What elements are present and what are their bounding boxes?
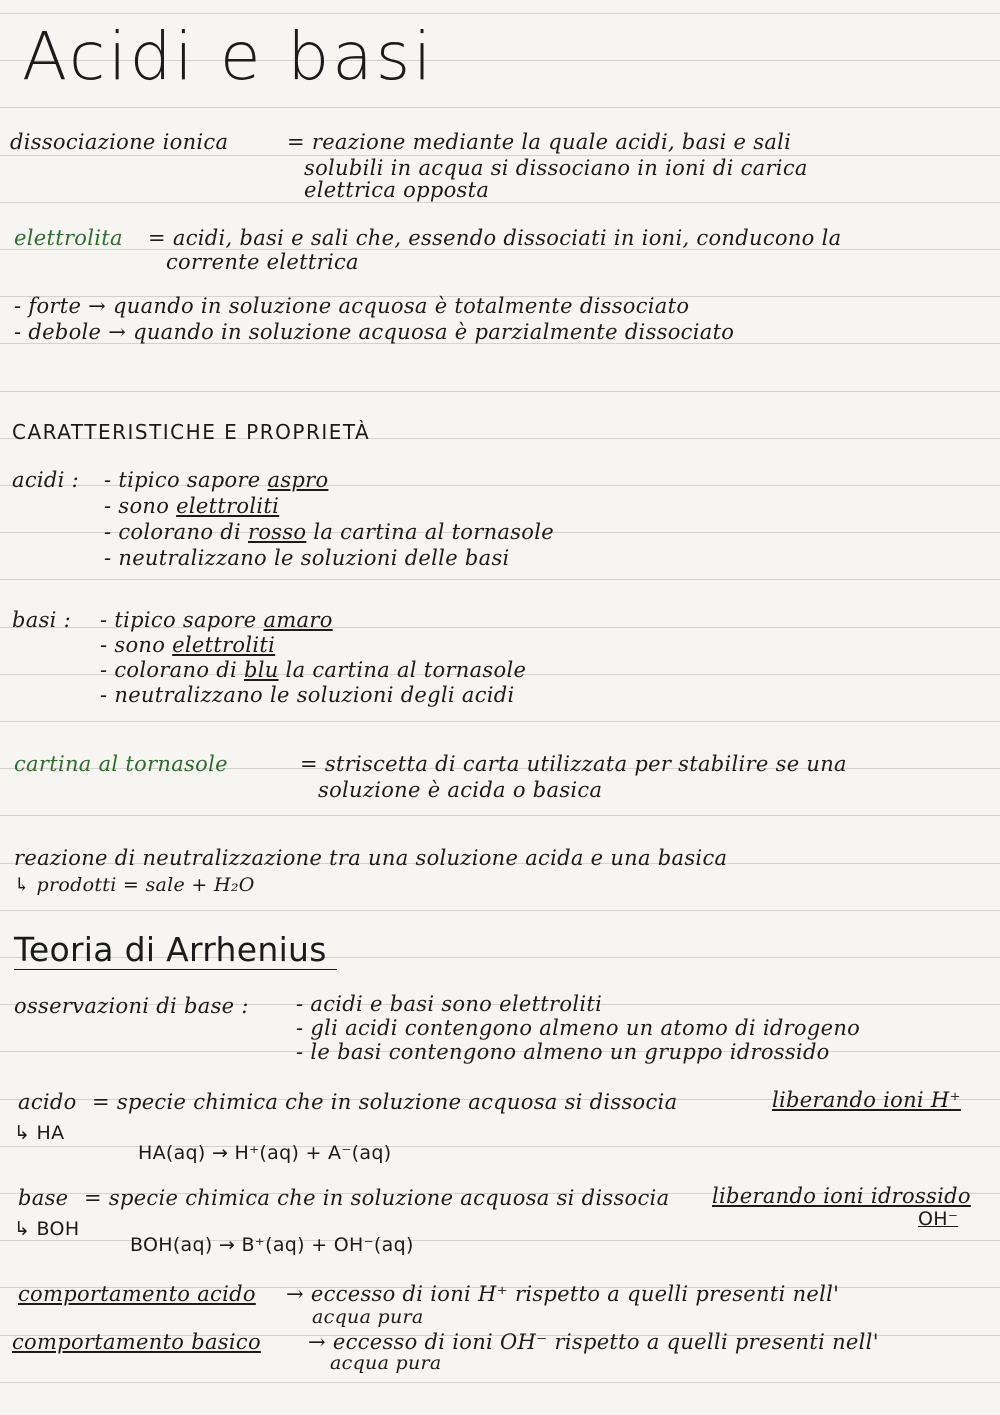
def-cartina-2: soluzione è acida o basica bbox=[318, 778, 603, 802]
property-text: - tipico sapore bbox=[104, 468, 268, 492]
property-text: - colorano di bbox=[100, 658, 244, 682]
elettrolita-forte: - forte → quando in soluzione acquosa è totalmente dissociato bbox=[14, 294, 690, 318]
def-dissociazione-3: elettrica opposta bbox=[304, 178, 490, 202]
property-item bbox=[104, 494, 279, 518]
property-item bbox=[104, 468, 328, 492]
term-comportamento-basico: comportamento basico bbox=[12, 1330, 261, 1354]
property-text: la cartina al tornasole bbox=[278, 658, 527, 682]
property-keyword: amaro bbox=[263, 608, 333, 632]
def-dissociazione-1: = reazione mediante la quale acidi, basi e sali bbox=[287, 130, 792, 154]
def-elettrolita-1: = acidi, basi e sali che, essendo dissociati in ioni, conducono la bbox=[148, 226, 842, 250]
property-item bbox=[100, 633, 275, 657]
property-item bbox=[104, 546, 510, 570]
property-keyword: elettroliti bbox=[172, 633, 276, 657]
base-key: liberando ioni idrossido bbox=[712, 1184, 971, 1208]
ruled-line bbox=[0, 391, 1000, 392]
property-keyword: rosso bbox=[247, 520, 307, 544]
term-comportamento-acido: comportamento acido bbox=[18, 1282, 256, 1306]
def-dissociazione-2: solubili in acqua si dissociano in ioni di carica bbox=[304, 156, 808, 180]
def-comportamento-basico: → eccesso di ioni OH⁻ rispetto a quelli presenti nell' bbox=[308, 1330, 879, 1354]
def-elettrolita-2: corrente elettrica bbox=[166, 250, 359, 274]
base-equation: BOH(aq) → B⁺(aq) + OH⁻(aq) bbox=[130, 1234, 414, 1256]
property-text: - colorano di bbox=[104, 520, 248, 544]
base-formula-label: ↳ BOH bbox=[14, 1218, 80, 1240]
property-item bbox=[104, 520, 554, 544]
def-comportamento-basico-2: acqua pura bbox=[330, 1352, 442, 1374]
term-elettrolita: elettrolita bbox=[14, 226, 123, 250]
osservazione-item: - gli acidi contengono almeno un atomo di idrogeno bbox=[296, 1016, 861, 1040]
property-keyword: blu bbox=[243, 658, 279, 682]
ruled-line bbox=[0, 107, 1000, 108]
ruled-line bbox=[0, 13, 1000, 14]
basi-label: basi : bbox=[12, 608, 72, 632]
acido-key: liberando ioni H⁺ bbox=[772, 1088, 961, 1112]
property-text: la cartina al tornasole bbox=[306, 520, 554, 544]
term-cartina: cartina al tornasole bbox=[14, 752, 228, 776]
elettrolita-debole: - debole → quando in soluzione acquosa è parzialmente dissociato bbox=[14, 320, 735, 344]
def-cartina-1: = striscetta di carta utilizzata per stabilire se una bbox=[300, 752, 847, 776]
base-oh: OH⁻ bbox=[918, 1208, 959, 1230]
acido-equation: HA(aq) → H⁺(aq) + A⁻(aq) bbox=[138, 1142, 392, 1164]
property-text: - tipico sapore bbox=[100, 608, 264, 632]
property-keyword: elettroliti bbox=[176, 494, 280, 518]
def-acido: = specie chimica che in soluzione acquosa si dissocia bbox=[92, 1090, 678, 1114]
section-heading-caratteristiche: CARATTERISTICHE E PROPRIETÀ bbox=[12, 420, 371, 444]
neutralizzazione-line: reazione di neutralizzazione tra una soluzione acida e una basica bbox=[14, 846, 728, 870]
ruled-line bbox=[0, 1382, 1000, 1383]
property-keyword: aspro bbox=[267, 468, 329, 492]
def-comportamento-acido: → eccesso di ioni H⁺ rispetto a quelli presenti nell' bbox=[286, 1282, 840, 1306]
acido-formula-label: ↳ HA bbox=[14, 1122, 65, 1144]
property-text: - sono bbox=[100, 633, 173, 657]
osservazioni-label: osservazioni di base : bbox=[14, 994, 249, 1018]
ruled-line bbox=[0, 721, 1000, 722]
ruled-line bbox=[0, 910, 1000, 911]
def-base: = specie chimica che in soluzione acquosa si dissocia bbox=[84, 1186, 670, 1210]
property-item bbox=[100, 658, 526, 682]
term-acido: acido bbox=[18, 1090, 77, 1114]
neutralizzazione-prodotti: ↳ prodotti = sale + H₂O bbox=[14, 874, 255, 896]
def-comportamento-acido-2: acqua pura bbox=[312, 1306, 424, 1328]
property-text: - neutralizzano le soluzioni delle basi bbox=[104, 546, 510, 570]
osservazione-item: - acidi e basi sono elettroliti bbox=[296, 992, 603, 1016]
osservazione-item: - le basi contengono almeno un gruppo idrossido bbox=[296, 1040, 830, 1064]
property-item bbox=[100, 683, 515, 707]
property-text: - neutralizzano le soluzioni degli acidi bbox=[100, 683, 515, 707]
page-title: Acidi e basi bbox=[22, 18, 435, 95]
section-heading-arrhenius: Teoria di Arrhenius bbox=[14, 930, 337, 970]
term-base: base bbox=[18, 1186, 69, 1210]
ruled-line bbox=[0, 815, 1000, 816]
property-text: - sono bbox=[104, 494, 177, 518]
ruled-line bbox=[0, 202, 1000, 203]
acidi-label: acidi : bbox=[12, 468, 80, 492]
ruled-line bbox=[0, 579, 1000, 580]
property-item bbox=[100, 608, 333, 632]
term-dissociazione: dissociazione ionica bbox=[10, 130, 229, 154]
